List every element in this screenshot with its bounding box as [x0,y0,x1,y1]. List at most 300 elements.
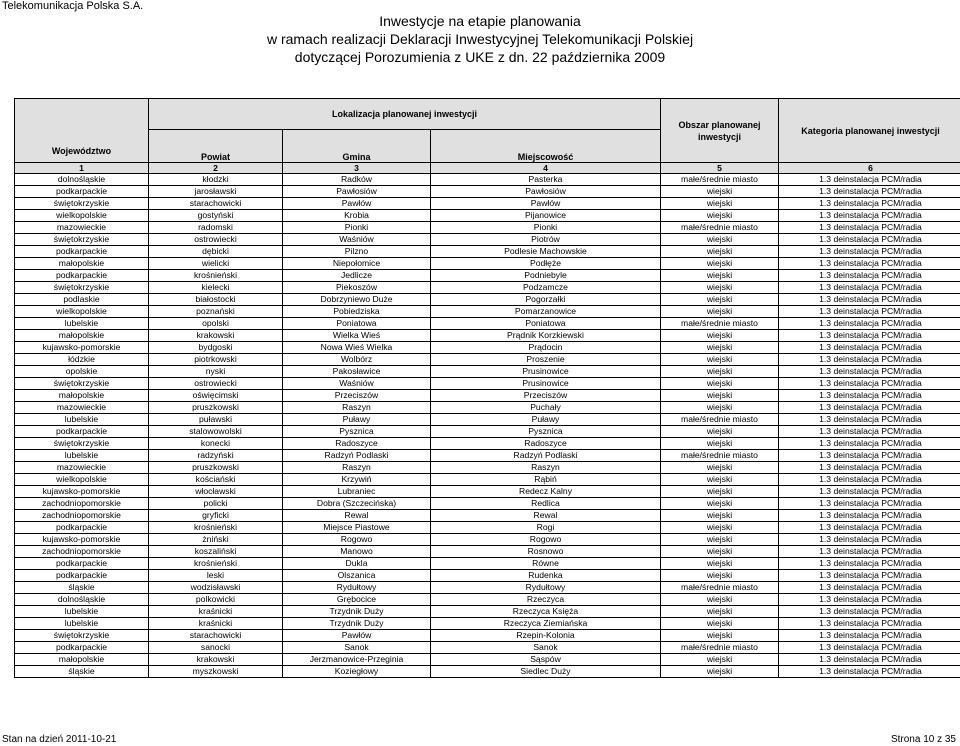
cell-commune: Pionki [283,222,431,234]
column-number-4: 4 [431,163,661,174]
table-row [15,570,960,582]
cell-county: żniński [149,534,283,546]
cell-county: opolski [149,318,283,330]
cell-commune: Radoszyce [283,438,431,450]
cell-commune: Puławy [283,414,431,426]
cell-commune: Pobiedziska [283,306,431,318]
header-county: Powiat [149,130,283,163]
cell-voivodeship: wielkopolskie [15,474,149,486]
cell-county: koszaliński [149,546,283,558]
table-row [15,186,960,198]
cell-area: wiejski [661,462,779,474]
cell-category: 1.3 deinstalacja PCM/radia [779,606,960,618]
cell-area: wiejski [661,234,779,246]
cell-commune: Krobia [283,210,431,222]
cell-area: wiejski [661,330,779,342]
cell-area: małe/średnie miasto [661,414,779,426]
cell-locality: Radoszyce [431,438,661,450]
cell-voivodeship: podkarpackie [15,426,149,438]
cell-commune: Jedlicze [283,270,431,282]
cell-voivodeship: lubelskie [15,318,149,330]
cell-locality: Sanok [431,642,661,654]
cell-category: 1.3 deinstalacja PCM/radia [779,594,960,606]
cell-area: wiejski [661,510,779,522]
cell-category: 1.3 deinstalacja PCM/radia [779,618,960,630]
cell-commune: Pawłów [283,198,431,210]
cell-voivodeship: podkarpackie [15,246,149,258]
cell-area: wiejski [661,570,779,582]
cell-commune: Raszyn [283,462,431,474]
header-location-group: Lokalizacja planowanej inwestycji [149,99,661,130]
cell-commune: Koziegłowy [283,666,431,678]
cell-commune: Radzyń Podlaski [283,450,431,462]
cell-locality: Rudenka [431,570,661,582]
cell-locality: Raszyn [431,462,661,474]
table-row [15,666,960,678]
table-row [15,582,960,594]
cell-category: 1.3 deinstalacja PCM/radia [779,306,960,318]
cell-category: 1.3 deinstalacja PCM/radia [779,522,960,534]
table-row [15,342,960,354]
cell-locality: Prądocin [431,342,661,354]
cell-locality: Rzeczyca Księża [431,606,661,618]
cell-area: wiejski [661,630,779,642]
table-row [15,534,960,546]
cell-county: nyski [149,366,283,378]
cell-locality: Redlica [431,498,661,510]
cell-voivodeship: lubelskie [15,450,149,462]
cell-area: wiejski [661,294,779,306]
cell-commune: Dobra (Szczecińska) [283,498,431,510]
cell-category: 1.3 deinstalacja PCM/radia [779,294,960,306]
cell-county: poznański [149,306,283,318]
title-line-2: w ramach realizacji Deklaracji Inwestycyjnej Telekomunikacji Polskiej [266,31,694,47]
cell-voivodeship: małopolskie [15,330,149,342]
cell-voivodeship: kujawsko-pomorskie [15,342,149,354]
cell-locality: Redecz Kalny [431,486,661,498]
cell-voivodeship: dolnośląskie [15,174,149,186]
cell-area: wiejski [661,282,779,294]
cell-category: 1.3 deinstalacja PCM/radia [779,354,960,366]
cell-voivodeship: świętokrzyskie [15,438,149,450]
cell-county: ostrowiecki [149,234,283,246]
table-row [15,210,960,222]
cell-voivodeship: podkarpackie [15,522,149,534]
cell-locality: Prusinowice [431,378,661,390]
cell-category: 1.3 deinstalacja PCM/radia [779,198,960,210]
table-row [15,318,960,330]
cell-category: 1.3 deinstalacja PCM/radia [779,510,960,522]
cell-locality: Siedlec Duży [431,666,661,678]
cell-county: krośnieński [149,270,283,282]
cell-voivodeship: zachodniopomorskie [15,546,149,558]
cell-locality: Rogowo [431,534,661,546]
cell-voivodeship: mazowieckie [15,222,149,234]
cell-locality: Pogorzałki [431,294,661,306]
table-row [15,546,960,558]
cell-voivodeship: świętokrzyskie [15,630,149,642]
cell-category: 1.3 deinstalacja PCM/radia [779,378,960,390]
cell-county: polkowicki [149,594,283,606]
cell-category: 1.3 deinstalacja PCM/radia [779,546,960,558]
cell-category: 1.3 deinstalacja PCM/radia [779,570,960,582]
cell-voivodeship: podkarpackie [15,558,149,570]
cell-area: wiejski [661,618,779,630]
cell-category: 1.3 deinstalacja PCM/radia [779,402,960,414]
cell-category: 1.3 deinstalacja PCM/radia [779,474,960,486]
cell-locality: Rosnowo [431,546,661,558]
cell-voivodeship: lubelskie [15,618,149,630]
cell-locality: Rzepin-Kolonia [431,630,661,642]
cell-county: starachowicki [149,198,283,210]
cell-commune: Pakosławice [283,366,431,378]
cell-county: sanocki [149,642,283,654]
table-row [15,510,960,522]
column-number-1: 1 [15,163,149,174]
cell-locality: Rewal [431,510,661,522]
cell-area: wiejski [661,546,779,558]
cell-area: wiejski [661,306,779,318]
table-row [15,414,960,426]
table-row [15,486,960,498]
table-row [15,390,960,402]
cell-locality: Prądnik Korzkiewski [431,330,661,342]
cell-locality: Pionki [431,222,661,234]
column-number-2: 2 [149,163,283,174]
cell-locality: Sąspów [431,654,661,666]
cell-area: małe/średnie miasto [661,450,779,462]
cell-commune: Sanok [283,642,431,654]
cell-locality: Podlesie Machowskie [431,246,661,258]
company-name: Telekomunikacja Polska S.A. [2,0,144,12]
cell-category: 1.3 deinstalacja PCM/radia [779,174,960,186]
cell-category: 1.3 deinstalacja PCM/radia [779,426,960,438]
cell-category: 1.3 deinstalacja PCM/radia [779,558,960,570]
cell-category: 1.3 deinstalacja PCM/radia [779,654,960,666]
cell-commune: Raszyn [283,402,431,414]
table-row [15,462,960,474]
cell-locality: Pijanowice [431,210,661,222]
table-row [15,258,960,270]
cell-category: 1.3 deinstalacja PCM/radia [779,450,960,462]
cell-area: wiejski [661,270,779,282]
cell-county: włocławski [149,486,283,498]
cell-area: małe/średnie miasto [661,318,779,330]
cell-commune: Rogowo [283,534,431,546]
cell-commune: Waśniów [283,378,431,390]
column-number-6: 6 [779,163,960,174]
cell-county: myszkowski [149,666,283,678]
cell-category: 1.3 deinstalacja PCM/radia [779,270,960,282]
cell-commune: Pawłosiów [283,186,431,198]
table-row [15,354,960,366]
cell-category: 1.3 deinstalacja PCM/radia [779,330,960,342]
cell-voivodeship: podkarpackie [15,186,149,198]
cell-category: 1.3 deinstalacja PCM/radia [779,246,960,258]
cell-category: 1.3 deinstalacja PCM/radia [779,342,960,354]
cell-locality: Przeciszów [431,390,661,402]
cell-voivodeship: wielkopolskie [15,306,149,318]
cell-county: radomski [149,222,283,234]
cell-voivodeship: kujawsko-pomorskie [15,534,149,546]
header-locality: Miejscowość [431,130,661,163]
title-line-3: dotyczącej Porozumienia z UKE z dn. 22 października 2009 [294,49,666,65]
cell-category: 1.3 deinstalacja PCM/radia [779,234,960,246]
cell-county: gostyński [149,210,283,222]
cell-commune: Manowo [283,546,431,558]
cell-voivodeship: kujawsko-pomorskie [15,486,149,498]
cell-county: piotrkowski [149,354,283,366]
cell-commune: Niepołomice [283,258,431,270]
cell-county: starachowicki [149,630,283,642]
cell-commune: Waśniów [283,234,431,246]
cell-commune: Trzydnik Duży [283,606,431,618]
cell-category: 1.3 deinstalacja PCM/radia [779,642,960,654]
cell-area: wiejski [661,342,779,354]
cell-commune: Krzywiń [283,474,431,486]
cell-area: wiejski [661,210,779,222]
cell-commune: Miejsce Piastowe [283,522,431,534]
table-row [15,222,960,234]
table-row [15,498,960,510]
cell-area: wiejski [661,594,779,606]
cell-county: puławski [149,414,283,426]
table-row [15,282,960,294]
header-commune: Gmina [283,130,431,163]
cell-county: leski [149,570,283,582]
table-row [15,198,960,210]
cell-voivodeship: mazowieckie [15,462,149,474]
investment-table [14,98,960,678]
cell-locality: Pysznica [431,426,661,438]
cell-locality: Puchały [431,402,661,414]
cell-locality: Pawłów [431,198,661,210]
cell-area: małe/średnie miasto [661,222,779,234]
cell-category: 1.3 deinstalacja PCM/radia [779,318,960,330]
cell-voivodeship: mazowieckie [15,402,149,414]
cell-county: dębicki [149,246,283,258]
table-row [15,474,960,486]
cell-area: wiejski [661,198,779,210]
cell-county: białostocki [149,294,283,306]
cell-commune: Jerzmanowice-Przeginia [283,654,431,666]
header-category: Kategoria planowanej inwestycji [779,99,960,163]
cell-locality: Podłęże [431,258,661,270]
cell-locality: Rąbiń [431,474,661,486]
cell-category: 1.3 deinstalacja PCM/radia [779,222,960,234]
cell-county: kościański [149,474,283,486]
cell-area: wiejski [661,534,779,546]
cell-locality: Rzeczyca Ziemiańska [431,618,661,630]
cell-county: gryficki [149,510,283,522]
cell-category: 1.3 deinstalacja PCM/radia [779,390,960,402]
cell-voivodeship: zachodniopomorskie [15,510,149,522]
page-number: Strona 10 z 35 [890,734,956,745]
cell-voivodeship: małopolskie [15,654,149,666]
cell-commune: Dukla [283,558,431,570]
cell-voivodeship: dolnośląskie [15,594,149,606]
cell-commune: Wolbórz [283,354,431,366]
cell-locality: Rzeczyca [431,594,661,606]
cell-voivodeship: świętokrzyskie [15,378,149,390]
cell-voivodeship: świętokrzyskie [15,198,149,210]
table-row [15,606,960,618]
cell-voivodeship: śląskie [15,666,149,678]
cell-voivodeship: śląskie [15,582,149,594]
cell-commune: Nowa Wieś Wielka [283,342,431,354]
cell-area: małe/średnie miasto [661,642,779,654]
cell-commune: Grębocice [283,594,431,606]
title-line-1: Inwestycje na etapie planowania [379,13,581,29]
cell-commune: Pilzno [283,246,431,258]
cell-category: 1.3 deinstalacja PCM/radia [779,210,960,222]
cell-county: pruszkowski [149,462,283,474]
cell-category: 1.3 deinstalacja PCM/radia [779,666,960,678]
column-number-3: 3 [283,163,431,174]
cell-commune: Piekoszów [283,282,431,294]
cell-county: bydgoski [149,342,283,354]
table-row [15,366,960,378]
cell-locality: Proszenie [431,354,661,366]
cell-county: pruszkowski [149,402,283,414]
cell-county: ostrowiecki [149,378,283,390]
cell-county: oświęcimski [149,390,283,402]
cell-county: kielecki [149,282,283,294]
cell-county: kłodzki [149,174,283,186]
cell-commune: Lubraniec [283,486,431,498]
cell-area: wiejski [661,558,779,570]
cell-commune: Pysznica [283,426,431,438]
cell-locality: Podzamcze [431,282,661,294]
table-row [15,654,960,666]
cell-commune: Rydułtowy [283,582,431,594]
cell-commune: Olszanica [283,570,431,582]
table-row [15,450,960,462]
cell-voivodeship: podlaskie [15,294,149,306]
cell-area: wiejski [661,246,779,258]
status-date: Stan na dzień 2011-10-21 [2,734,117,745]
cell-category: 1.3 deinstalacja PCM/radia [779,282,960,294]
table-row [15,426,960,438]
cell-commune: Pawłów [283,630,431,642]
cell-county: kraśnicki [149,618,283,630]
cell-county: krakowski [149,654,283,666]
cell-category: 1.3 deinstalacja PCM/radia [779,486,960,498]
cell-area: małe/średnie miasto [661,174,779,186]
header-area: Obszar planowanej inwestycji [661,99,779,163]
table-row [15,522,960,534]
cell-county: policki [149,498,283,510]
cell-commune: Rewal [283,510,431,522]
cell-area: małe/średnie miasto [661,582,779,594]
document-title [0,12,960,66]
cell-locality: Radzyń Podlaski [431,450,661,462]
cell-locality: Pawłosiów [431,186,661,198]
cell-area: wiejski [661,474,779,486]
cell-voivodeship: podkarpackie [15,570,149,582]
cell-county: stalowowolski [149,426,283,438]
cell-area: wiejski [661,426,779,438]
investment-table-container [14,98,960,678]
cell-category: 1.3 deinstalacja PCM/radia [779,438,960,450]
table-row [15,330,960,342]
table-row [15,294,960,306]
cell-locality: Piotrów [431,234,661,246]
cell-voivodeship: wielkopolskie [15,210,149,222]
cell-category: 1.3 deinstalacja PCM/radia [779,498,960,510]
cell-area: wiejski [661,498,779,510]
cell-county: krakowski [149,330,283,342]
table-row [15,378,960,390]
cell-voivodeship: lubelskie [15,606,149,618]
cell-county: jarosławski [149,186,283,198]
cell-county: kraśnicki [149,606,283,618]
cell-voivodeship: lubelskie [15,414,149,426]
table-row [15,246,960,258]
table-row [15,618,960,630]
cell-locality: Rydułtowy [431,582,661,594]
cell-commune: Wielka Wieś [283,330,431,342]
table-row [15,234,960,246]
table-row [15,558,960,570]
cell-area: wiejski [661,390,779,402]
cell-category: 1.3 deinstalacja PCM/radia [779,258,960,270]
cell-area: wiejski [661,258,779,270]
cell-voivodeship: zachodniopomorskie [15,498,149,510]
cell-county: konecki [149,438,283,450]
cell-area: wiejski [661,522,779,534]
cell-commune: Trzydnik Duży [283,618,431,630]
cell-locality: Pomarzanowice [431,306,661,318]
cell-commune: Dobrzyniewo Duże [283,294,431,306]
cell-voivodeship: świętokrzyskie [15,234,149,246]
cell-voivodeship: podkarpackie [15,270,149,282]
cell-commune: Radków [283,174,431,186]
column-number-5: 5 [661,163,779,174]
cell-voivodeship: małopolskie [15,390,149,402]
cell-area: wiejski [661,486,779,498]
cell-locality: Poniatowa [431,318,661,330]
cell-category: 1.3 deinstalacja PCM/radia [779,186,960,198]
cell-area: wiejski [661,606,779,618]
cell-county: krośnieński [149,522,283,534]
cell-voivodeship: podkarpackie [15,642,149,654]
cell-category: 1.3 deinstalacja PCM/radia [779,534,960,546]
cell-commune: Przeciszów [283,390,431,402]
table-row [15,174,960,186]
header-voivodeship: Województwo [15,99,149,163]
cell-category: 1.3 deinstalacja PCM/radia [779,366,960,378]
cell-area: wiejski [661,666,779,678]
cell-locality: Rogi [431,522,661,534]
cell-category: 1.3 deinstalacja PCM/radia [779,582,960,594]
cell-category: 1.3 deinstalacja PCM/radia [779,414,960,426]
cell-area: wiejski [661,378,779,390]
cell-county: wielicki [149,258,283,270]
cell-locality: Prusinowice [431,366,661,378]
cell-voivodeship: małopolskie [15,258,149,270]
cell-area: wiejski [661,354,779,366]
cell-voivodeship: świętokrzyskie [15,282,149,294]
table-body [15,174,960,678]
cell-county: krośnieński [149,558,283,570]
table-row [15,438,960,450]
cell-commune: Poniatowa [283,318,431,330]
cell-locality: Równe [431,558,661,570]
cell-locality: Podniebyle [431,270,661,282]
table-row [15,402,960,414]
cell-area: wiejski [661,654,779,666]
